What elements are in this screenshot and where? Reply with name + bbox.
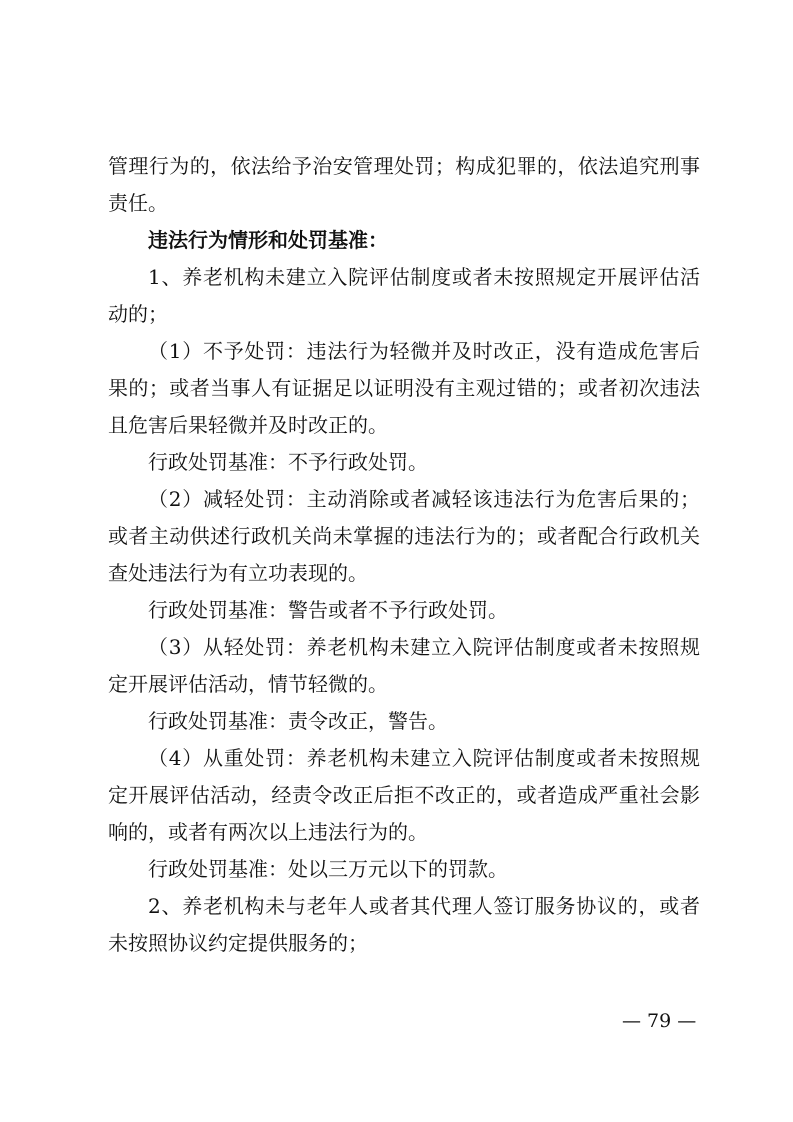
page-number: — 79 —	[622, 1010, 697, 1032]
item-2-paragraph: 2、养老机构未与老年人或者其代理人签订服务协议的，或者未按照协议约定提供服务的；	[108, 894, 700, 955]
penalty-standard-paragraph: 行政处罚基准：不予行政处罚。	[148, 450, 428, 474]
heavier-penalty-paragraph: （4）从重处罚：养老机构未建立入院评估制度或者未按照规定开展评估活动，经责令改正后拒不改正的，或者造成严重社会影响的，或者有两次以上违法行为的。	[108, 746, 700, 844]
penalty-standard-paragraph: 行政处罚基准：责令改正，警告。	[148, 709, 448, 733]
section-heading: 违法行为情形和处罚基准：	[148, 228, 388, 252]
penalty-standard-paragraph: 行政处罚基准：警告或者不予行政处罚。	[148, 598, 508, 622]
mitigated-penalty-paragraph: （2）减轻处罚：主动消除或者减轻该违法行为危害后果的；或者主动供述行政机关尚未掌握的违法行为的；或者配合行政机关查处违法行为有立功表现的。	[108, 487, 700, 585]
body-text	[108, 148, 700, 962]
paragraph-continuation: 管理行为的，依法给予治安管理处罚；构成犯罪的，依法追究刑事责任。	[108, 154, 700, 215]
item-1-paragraph: 1、养老机构未建立入院评估制度或者未按照规定开展评估活动的；	[108, 265, 700, 326]
no-penalty-paragraph: （1）不予处罚：违法行为轻微并及时改正，没有造成危害后果的；或者当事人有证据足以证明没有主观过错的；或者初次违法且危害后果轻微并及时改正的。	[108, 339, 700, 437]
lighter-penalty-paragraph: （3）从轻处罚：养老机构未建立入院评估制度或者未按照规定开展评估活动，情节轻微的。	[108, 635, 700, 696]
penalty-standard-paragraph: 行政处罚基准：处以三万元以下的罚款。	[148, 857, 508, 881]
